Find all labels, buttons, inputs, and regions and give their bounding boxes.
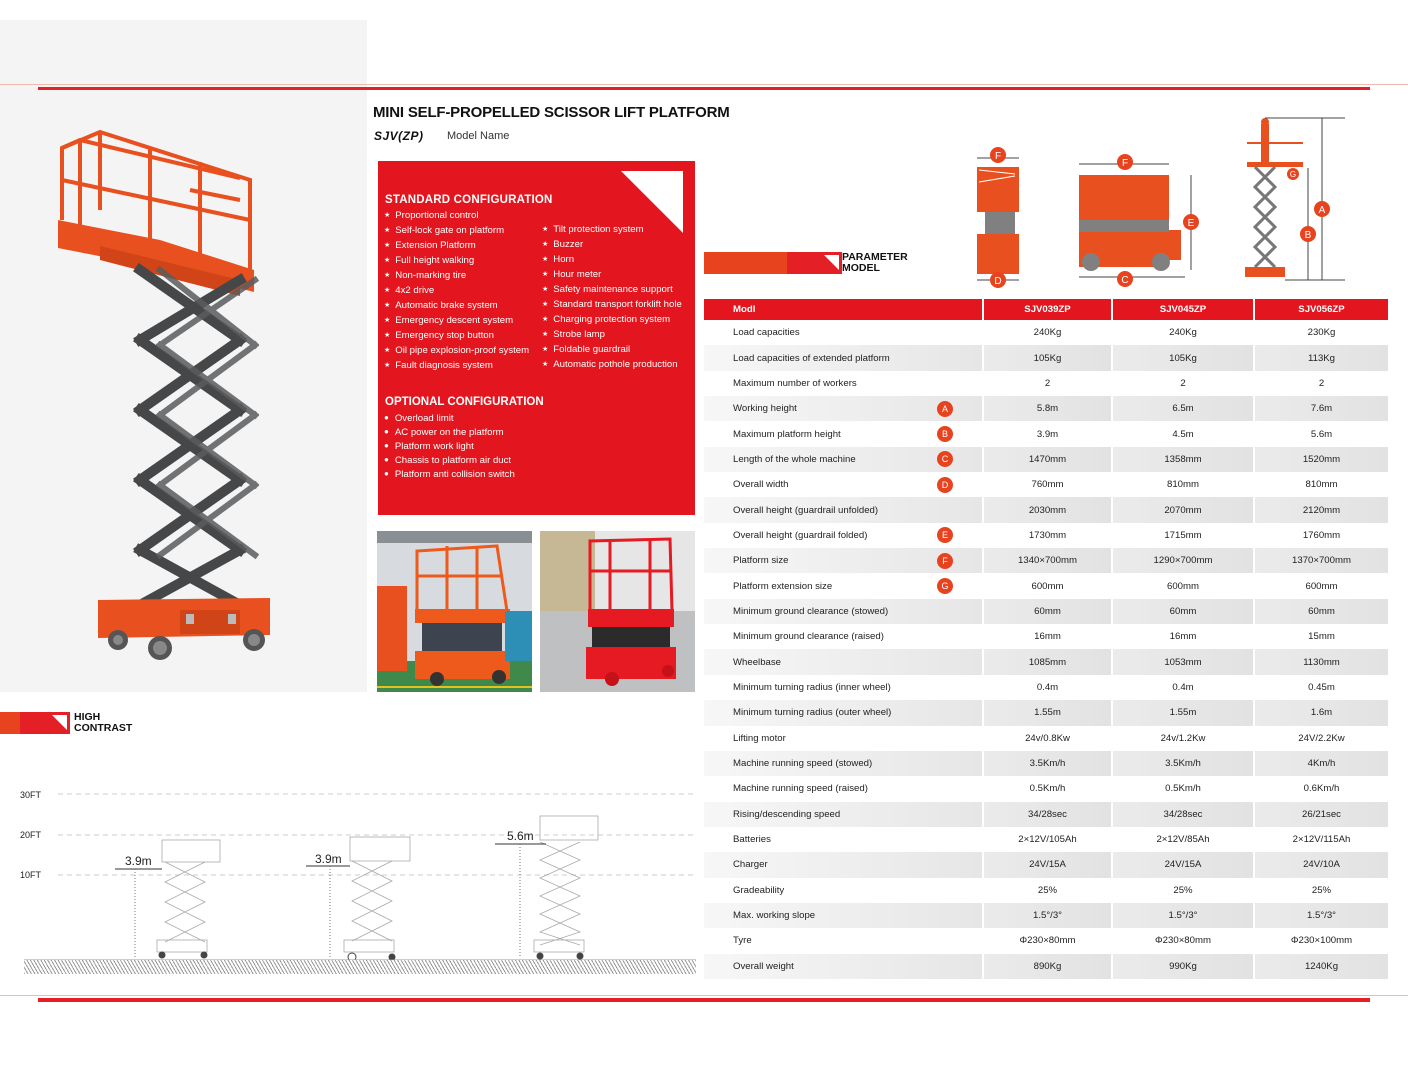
value-cell-model-2: 1358mm xyxy=(1111,447,1253,472)
dimension-tag-icon: G xyxy=(937,578,953,594)
row-label: Rising/descending speed xyxy=(733,808,841,820)
side-view-diagram xyxy=(1079,154,1199,287)
value-cell-model-2: 4.5m xyxy=(1111,421,1253,446)
value-cell-model-2: 34/28sec xyxy=(1111,802,1253,827)
row-label: Lifting motor xyxy=(733,732,786,744)
list-item: ★ Oil pipe explosion-proof system xyxy=(384,344,529,359)
dimension-tag-icon: C xyxy=(937,451,953,467)
top-divider-red xyxy=(38,87,1370,90)
header-model-1: SJV039ZP xyxy=(982,299,1111,320)
row-label: Minimum turning radius (inner wheel) xyxy=(733,681,891,693)
table-row xyxy=(704,878,1388,903)
row-label: Machine running speed (raised) xyxy=(733,783,868,795)
tick-30ft: 30FT xyxy=(20,790,42,800)
scissor-lift-product-image xyxy=(40,120,330,680)
value-cell-model-1: 1340×700mm xyxy=(982,548,1111,573)
value-cell-model-2: 240Kg xyxy=(1111,320,1253,345)
row-label: Platform size xyxy=(733,555,789,567)
table-row xyxy=(704,421,1388,446)
value-cell-model-3: 7.6m xyxy=(1253,396,1388,421)
svg-text:G: G xyxy=(1289,170,1297,179)
table-row xyxy=(704,548,1388,573)
value-cell-model-2: 1.55m xyxy=(1111,700,1253,725)
row-label-cell xyxy=(704,954,982,979)
value-cell-model-2: 1.5°/3° xyxy=(1111,903,1253,928)
row-label-cell xyxy=(704,675,982,700)
value-cell-model-1: 2×12V/105Ah xyxy=(982,827,1111,852)
list-item: ● AC power on the platform xyxy=(384,426,515,440)
corner-triangle-icon xyxy=(52,715,67,730)
value-cell-model-3: Φ230×100mm xyxy=(1253,928,1388,953)
value-cell-model-3: 24V/2.2Kw xyxy=(1253,726,1388,751)
list-item: ★ Safety maintenance support xyxy=(542,283,682,298)
value-cell-model-1: 890Kg xyxy=(982,954,1111,979)
value-cell-model-2: 24V/15A xyxy=(1111,852,1253,877)
table-row xyxy=(704,827,1388,852)
dimension-tag-icon: A xyxy=(937,401,953,417)
list-item: ★ Automatic brake system xyxy=(384,299,529,314)
configuration-panel xyxy=(378,161,695,515)
value-cell-model-3: 1370×700mm xyxy=(1253,548,1388,573)
value-cell-model-3: 1.5°/3° xyxy=(1253,903,1388,928)
row-label-cell xyxy=(704,421,982,446)
row-label: Tyre xyxy=(733,935,752,947)
specification-table xyxy=(704,299,1388,979)
table-row xyxy=(704,345,1388,370)
table-row xyxy=(704,573,1388,598)
value-cell-model-3: 25% xyxy=(1253,878,1388,903)
table-row xyxy=(704,396,1388,421)
value-cell-model-1: 25% xyxy=(982,878,1111,903)
list-item: ★ Extension Platform xyxy=(384,239,529,254)
value-cell-model-1: 105Kg xyxy=(982,345,1111,370)
list-item: ★ 4x2 drive xyxy=(384,284,529,299)
table-row xyxy=(704,599,1388,624)
value-cell-model-3: 5.6m xyxy=(1253,421,1388,446)
value-cell-model-2: 6.5m xyxy=(1111,396,1253,421)
row-label-cell xyxy=(704,371,982,396)
badge-bar-orange xyxy=(0,712,20,734)
header-model-3: SJV056ZP xyxy=(1253,299,1388,320)
value-cell-model-2: 60mm xyxy=(1111,599,1253,624)
dimension-tag-icon: E xyxy=(937,527,953,543)
row-label-cell xyxy=(704,928,982,953)
value-cell-model-2: 810mm xyxy=(1111,472,1253,497)
value-cell-model-1: 24V/15A xyxy=(982,852,1111,877)
list-item: ★ Hour meter xyxy=(542,268,682,283)
row-label-cell xyxy=(704,852,982,877)
dimension-diagrams xyxy=(965,112,1385,292)
list-item: ● Platform anti collision switch xyxy=(384,468,515,482)
list-item: ● Chassis to platform air duct xyxy=(384,454,515,468)
list-item: ★ Tilt protection system xyxy=(542,223,682,238)
row-label-cell xyxy=(704,776,982,801)
value-cell-model-1: 34/28sec xyxy=(982,802,1111,827)
row-label: Maximum platform height xyxy=(733,428,841,440)
badge-line-2: CONTRAST xyxy=(74,722,133,734)
raised-view-diagram xyxy=(1245,118,1345,280)
value-cell-model-1: Φ230×80mm xyxy=(982,928,1111,953)
table-row xyxy=(704,954,1388,979)
row-label-cell xyxy=(704,878,982,903)
row-label-cell xyxy=(704,548,982,573)
table-row xyxy=(704,472,1388,497)
value-cell-model-2: 105Kg xyxy=(1111,345,1253,370)
value-cell-model-1: 240Kg xyxy=(982,320,1111,345)
value-cell-model-3: 230Kg xyxy=(1253,320,1388,345)
value-cell-model-1: 1085mm xyxy=(982,649,1111,674)
value-cell-model-2: 16mm xyxy=(1111,624,1253,649)
value-cell-model-3: 4Km/h xyxy=(1253,751,1388,776)
row-label: Minimum ground clearance (raised) xyxy=(733,631,884,643)
row-label: Max. working slope xyxy=(733,910,816,922)
header-model-2: SJV045ZP xyxy=(1111,299,1253,320)
value-cell-model-2: 2×12V/85Ah xyxy=(1111,827,1253,852)
standard-configuration-list-2 xyxy=(542,223,682,373)
tick-10ft: 10FT xyxy=(20,870,42,880)
table-body xyxy=(704,320,1388,979)
value-cell-model-1: 1.55m xyxy=(982,700,1111,725)
value-cell-model-3: 26/21sec xyxy=(1253,802,1388,827)
value-cell-model-2: 1290×700mm xyxy=(1111,548,1253,573)
list-item: ★ Fault diagnosis system xyxy=(384,359,529,374)
row-label: Charger xyxy=(733,859,768,871)
svg-text:F: F xyxy=(994,151,1002,162)
value-cell-model-2: 2070mm xyxy=(1111,497,1253,522)
bottom-divider-thin xyxy=(0,995,1408,996)
value-cell-model-1: 16mm xyxy=(982,624,1111,649)
list-item: ★ Strobe lamp xyxy=(542,328,682,343)
badge-line-2: MODEL xyxy=(842,262,880,274)
row-label: Batteries xyxy=(733,834,771,846)
badge-bar-red xyxy=(20,712,70,734)
row-label-cell xyxy=(704,903,982,928)
row-label: Overall height (guardrail folded) xyxy=(733,529,868,541)
outdoor-lift-photo xyxy=(540,531,695,692)
table-row xyxy=(704,776,1388,801)
row-label-cell xyxy=(704,802,982,827)
value-cell-model-2: 0.4m xyxy=(1111,675,1253,700)
table-row xyxy=(704,751,1388,776)
value-cell-model-1: 1730mm xyxy=(982,523,1111,548)
svg-text:B: B xyxy=(1304,230,1312,241)
list-item: ★ Charging protection system xyxy=(542,313,682,328)
row-label: Minimum ground clearance (stowed) xyxy=(733,605,889,617)
value-cell-model-3: 1130mm xyxy=(1253,649,1388,674)
value-cell-model-1: 760mm xyxy=(982,472,1111,497)
table-row xyxy=(704,371,1388,396)
row-label: Minimum turning radius (outer wheel) xyxy=(733,707,892,719)
table-row xyxy=(704,523,1388,548)
optional-configuration-list xyxy=(384,412,515,482)
row-label-cell xyxy=(704,624,982,649)
optional-configuration-title: OPTIONAL CONFIGURATION xyxy=(385,396,544,408)
lift-height-label-1: 3.9m xyxy=(125,854,152,868)
svg-text:E: E xyxy=(1187,218,1195,229)
value-cell-model-3: 2×12V/115Ah xyxy=(1253,827,1388,852)
bottom-divider-red xyxy=(38,998,1370,1002)
row-label-cell xyxy=(704,751,982,776)
list-item: ★ Full height walking xyxy=(384,254,529,269)
table-row xyxy=(704,852,1388,877)
value-cell-model-1: 0.5Km/h xyxy=(982,776,1111,801)
row-label: Load capacities xyxy=(733,327,800,339)
list-item: ★ Emergency descent system xyxy=(384,314,529,329)
table-row xyxy=(704,497,1388,522)
row-label: Gradeability xyxy=(733,884,785,896)
list-item: ★ Horn xyxy=(542,253,682,268)
value-cell-model-3: 1.6m xyxy=(1253,700,1388,725)
table-header-row xyxy=(704,299,1388,320)
row-label-cell xyxy=(704,649,982,674)
row-label: Overall width xyxy=(733,479,789,491)
ground-hatching xyxy=(24,960,696,974)
value-cell-model-3: 2120mm xyxy=(1253,497,1388,522)
row-label: Working height xyxy=(733,403,797,415)
table-row xyxy=(704,649,1388,674)
value-cell-model-1: 60mm xyxy=(982,599,1111,624)
row-label: Maximum number of workers xyxy=(733,377,857,389)
header-label: Modl xyxy=(704,299,982,320)
badge-bar-red xyxy=(787,252,842,274)
svg-text:D: D xyxy=(994,276,1002,287)
badge-line-1: PARAMETER xyxy=(842,251,908,263)
row-label: Platform extension size xyxy=(733,580,833,592)
table-row xyxy=(704,447,1388,472)
row-label-cell xyxy=(704,700,982,725)
table-row xyxy=(704,320,1388,345)
row-label: Overall weight xyxy=(733,960,794,972)
value-cell-model-3: 1240Kg xyxy=(1253,954,1388,979)
value-cell-model-3: 15mm xyxy=(1253,624,1388,649)
model-code: SJV(ZP) xyxy=(374,129,424,143)
row-label-cell xyxy=(704,472,982,497)
row-label-cell xyxy=(704,573,982,598)
value-cell-model-1: 3.5Km/h xyxy=(982,751,1111,776)
corner-triangle-icon xyxy=(824,255,839,270)
standard-configuration-title: STANDARD CONFIGURATION xyxy=(385,194,553,206)
row-label-cell xyxy=(704,320,982,345)
front-view-diagram xyxy=(977,147,1019,288)
value-cell-model-2: Φ230×80mm xyxy=(1111,928,1253,953)
value-cell-model-3: 113Kg xyxy=(1253,345,1388,370)
value-cell-model-1: 2 xyxy=(982,371,1111,396)
svg-text:F: F xyxy=(1121,158,1129,169)
height-comparison-diagram xyxy=(0,780,700,965)
row-label-cell xyxy=(704,396,982,421)
table-row xyxy=(704,726,1388,751)
dimension-tag-icon: B xyxy=(937,426,953,442)
row-label-cell xyxy=(704,726,982,751)
warehouse-lift-photo xyxy=(377,531,532,692)
tick-20ft: 20FT xyxy=(20,830,42,840)
badge-label xyxy=(842,252,908,274)
value-cell-model-3: 2 xyxy=(1253,371,1388,396)
high-contrast-badge xyxy=(0,712,160,734)
table-row xyxy=(704,802,1388,827)
list-item: ★ Foldable guardrail xyxy=(542,343,682,358)
table-row xyxy=(704,903,1388,928)
list-item: ★ Standard transport forklift hole xyxy=(542,298,682,313)
svg-text:A: A xyxy=(1318,205,1326,216)
svg-text:C: C xyxy=(1121,275,1129,286)
value-cell-model-3: 24V/10A xyxy=(1253,852,1388,877)
row-label-cell xyxy=(704,827,982,852)
value-cell-model-1: 5.8m xyxy=(982,396,1111,421)
value-cell-model-3: 60mm xyxy=(1253,599,1388,624)
lift-height-label-2: 3.9m xyxy=(315,852,342,866)
value-cell-model-3: 600mm xyxy=(1253,573,1388,598)
row-label-cell xyxy=(704,345,982,370)
row-label: Overall height (guardrail unfolded) xyxy=(733,504,879,516)
value-cell-model-2: 600mm xyxy=(1111,573,1253,598)
table-row xyxy=(704,700,1388,725)
page-title: MINI SELF-PROPELLED SCISSOR LIFT PLATFORM xyxy=(373,104,730,121)
row-label-cell xyxy=(704,599,982,624)
value-cell-model-3: 0.6Km/h xyxy=(1253,776,1388,801)
list-item: ★ Emergency stop button xyxy=(384,329,529,344)
value-cell-model-2: 3.5Km/h xyxy=(1111,751,1253,776)
row-label-cell xyxy=(704,497,982,522)
row-label: Machine running speed (stowed) xyxy=(733,758,873,770)
dimension-tag-icon: D xyxy=(937,477,953,493)
value-cell-model-2: 0.5Km/h xyxy=(1111,776,1253,801)
row-label-cell xyxy=(704,523,982,548)
list-item: ★ Self-lock gate on platform xyxy=(384,224,529,239)
list-item: ★ Buzzer xyxy=(542,238,682,253)
value-cell-model-2: 24v/1.2Kw xyxy=(1111,726,1253,751)
value-cell-model-2: 1715mm xyxy=(1111,523,1253,548)
value-cell-model-2: 25% xyxy=(1111,878,1253,903)
value-cell-model-3: 1520mm xyxy=(1253,447,1388,472)
value-cell-model-2: 990Kg xyxy=(1111,954,1253,979)
lift-height-label-3: 5.6m xyxy=(507,829,534,843)
badge-line-1: HIGH xyxy=(74,711,101,723)
table-row xyxy=(704,928,1388,953)
list-item: ● Overload limit xyxy=(384,412,515,426)
model-name-label: Model Name xyxy=(447,130,510,142)
value-cell-model-3: 810mm xyxy=(1253,472,1388,497)
row-label: Load capacities of extended platform xyxy=(733,352,890,364)
table-row xyxy=(704,624,1388,649)
list-item: ★ Non-marking tire xyxy=(384,269,529,284)
value-cell-model-2: 2 xyxy=(1111,371,1253,396)
value-cell-model-3: 1760mm xyxy=(1253,523,1388,548)
value-cell-model-1: 2030mm xyxy=(982,497,1111,522)
value-cell-model-1: 0.4m xyxy=(982,675,1111,700)
badge-bar-orange xyxy=(704,252,787,274)
table-row xyxy=(704,675,1388,700)
parameter-model-badge xyxy=(704,252,924,274)
list-item: ● Platform work light xyxy=(384,440,515,454)
row-label-cell xyxy=(704,447,982,472)
value-cell-model-2: 1053mm xyxy=(1111,649,1253,674)
value-cell-model-1: 1470mm xyxy=(982,447,1111,472)
value-cell-model-1: 600mm xyxy=(982,573,1111,598)
row-label: Length of the whole machine xyxy=(733,453,856,465)
value-cell-model-1: 24v/0.8Kw xyxy=(982,726,1111,751)
list-item: ★ Proportional control xyxy=(384,209,529,224)
top-divider-thin xyxy=(0,84,1408,85)
badge-label xyxy=(74,712,132,734)
value-cell-model-1: 1.5°/3° xyxy=(982,903,1111,928)
dimension-tag-icon: F xyxy=(937,553,953,569)
standard-configuration-list-1 xyxy=(384,209,529,374)
list-item: ★ Automatic pothole production xyxy=(542,358,682,373)
value-cell-model-1: 3.9m xyxy=(982,421,1111,446)
value-cell-model-3: 0.45m xyxy=(1253,675,1388,700)
row-label: Wheelbase xyxy=(733,656,781,668)
